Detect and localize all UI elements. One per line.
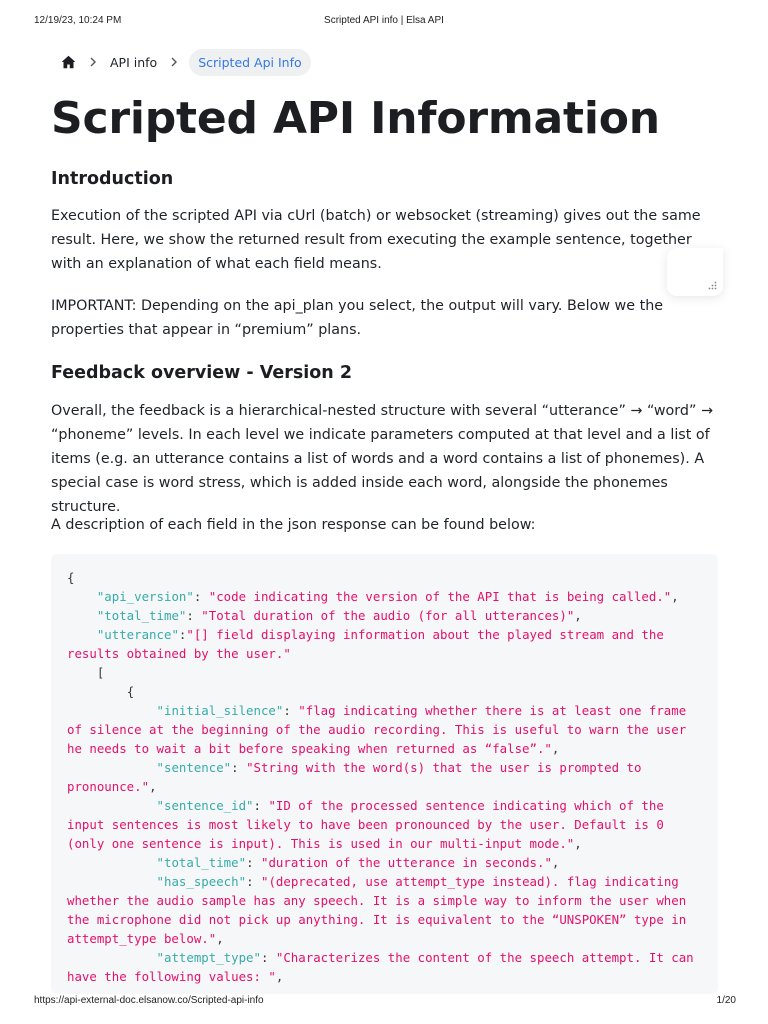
print-title: Scripted API info | Elsa API (324, 15, 444, 26)
print-page-number: 1/20 (716, 995, 736, 1006)
chevron-right-icon (82, 57, 104, 67)
code-field: "api_version": "code indicating the version of the API that is being called.", (96, 589, 679, 604)
home-icon (61, 55, 76, 69)
json-code: { "api_version": "code indicating the version of the API that is being called.", "total_time": "Total duration of the audio (for all utterances)", "utterance":"[] field displaying information about the played stream and the results obtained by the user." [ { "initial_silence": "flag indicating whether there is at least one frame of silence at the beginning of the audio recording. This is useful to warn the user he needs to wait a bit before speaking when returned as “false”.", "sentence": "String with the word(s) that the user is prompted to pronounce.", "sentence_id": "ID of the processed sentence indicating which of the input sentences is most likely to have been pronounced by the user. Default is 0 (only one sentence is input). This is used in our multi-input mode.", "total_time": "duration of the utterance in seconds.", "has_speech": "(deprecated, use attempt_type instead). flag indicating whether the audio sample has any speech. It is a simple way to inform the user when the microphone did not pick up anything. It is equivalent to the “UNSPOKEN” type in attempt_type below.", "attempt_type": "Characterizes the content of the speech attempt. It can have the following values: ", (67, 570, 702, 984)
json-description-paragraph: A description of each field in the json response can be found below: (51, 517, 536, 533)
page-title: Scripted API Information (51, 93, 660, 144)
print-url: https://api-external-doc.elsanow.co/Scripted-api-info (34, 995, 264, 1006)
code-field: "sentence": "String with the word(s) that the user is prompted to pronounce.", (67, 760, 649, 794)
section-heading-feedback: Feedback overview - Version 2 (51, 363, 353, 383)
code-field: "total_time": "duration of the utterance in seconds.", (156, 855, 560, 870)
json-code-block[interactable] (51, 554, 718, 994)
chevron-right-icon (163, 57, 185, 67)
print-header (0, 15, 768, 31)
floating-widget[interactable] (667, 248, 723, 296)
print-datetime: 12/19/23, 10:24 PM (34, 15, 122, 26)
code-field: "utterance":"[] field displaying information about the played stream and the results obtained by the user." (67, 627, 672, 661)
breadcrumb-api-info[interactable]: API info (110, 54, 158, 70)
print-footer (0, 995, 768, 1011)
code-field: "sentence_id": "ID of the processed sentence indicating which of the input sentences is most likely to have been pronounced by the user. Default is 0 (only one sentence is input). This is used in our multi-input mode.", (67, 798, 672, 851)
code-field: "initial_silence": "flag indicating whether there is at least one frame of silence at the beginning of the audio recording. This is useful to warn the user he needs to wait a bit before speaking when returned as “false”.", (67, 703, 694, 756)
code-field: "has_speech": "(deprecated, use attempt_type instead). flag indicating whether the audio sample has any speech. It is a simple way to inform the user when the microphone did not pick up anything. It is equivalent to the “UNSPOKEN” type in attempt_type below.", (67, 874, 694, 946)
feedback-paragraph: Overall, the feedback is a hierarchical-nested structure with several “utterance” → “word” → “phoneme” levels. In each level we indicate parameters computed at that level and a list of items (e.g. an utterance contains a list of words and a word contains a list of phonemes). A special case is word stress, which is added inside each word, alongside the phonemes structure. (51, 403, 713, 515)
breadcrumb (54, 48, 311, 76)
resize-grip-icon (708, 281, 717, 290)
breadcrumb-home[interactable] (54, 48, 82, 76)
important-paragraph: IMPORTANT: Depending on the api_plan you select, the output will vary. Below we the properties that appear in “premium” plans. (51, 298, 664, 338)
code-field: "attempt_type": "Characterizes the content of the speech attempt. It can have the following values: ", (67, 950, 702, 984)
section-heading-introduction: Introduction (51, 169, 174, 189)
intro-paragraph: Execution of the scripted API via cUrl (batch) or websocket (streaming) gives out the same result. Here, we show the returned result from executing the example sentence, together with an explanation of what each field means. (51, 208, 701, 272)
code-field: "total_time": "Total duration of the audio (for all utterances)", (96, 608, 582, 623)
breadcrumb-current[interactable]: Scripted Api Info (189, 49, 310, 76)
